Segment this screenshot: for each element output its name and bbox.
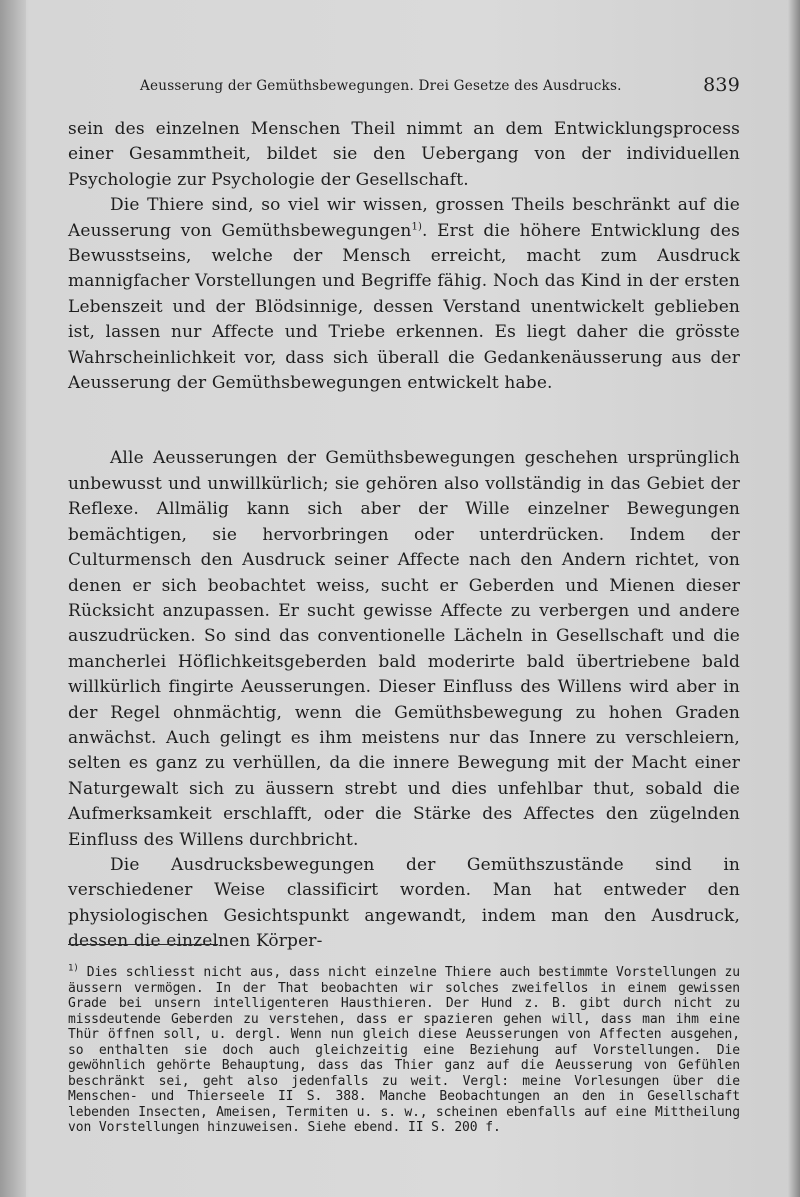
- paragraph-text: Erst die höhere Entwicklung des Bewusstseins, welche der Mensch erreicht, macht zum Ausdruck mannigfacher Vorstellungen und Begriffe fähig. Noch das Kind in der ersten Lebenszeit und der Blödsinnige, dessen Verstand unentwickelt geblieben ist, lassen nur Affecte und Triebe erkennen. Es liegt daher die grösste Wahrscheinlichkeit vor, dass sich überall die Gedankenäusserung aus der Aeusserung der Gemüthsbewegungen entwickelt habe.: [68, 220, 740, 394]
- running-title: Aeusserung der Gemüthsbewegungen. Drei Gesetze des Ausdrucks.: [140, 78, 622, 94]
- footnote: [68, 965, 740, 1136]
- footnote-text: Dies schliesst nicht aus, dass nicht einzelne Thiere auch bestimmte Vorstellungen zu äussern vermögen. In der That beobachten wir solches zweifellos in einem gewissen Grade bei unsern intelligenteren Hausthieren. Der Hund z. B. gibt durch nicht zu missdeutende Geberden zu verstehen, dass er spazieren gehen will, dass man ihm eine Thür öffnen soll, u. dergl. Wenn nun gleich diese Aeusserungen von Affecten ausgehen, so enthalten sie doch auch gleichzeitig eine Beziehung auf Vorstellungen. Die gewöhnlich gehörte Behauptung, dass das Thier ganz auf die Aeusserung von Gefühlen beschränkt sei, geht also jedenfalls zu weit. Vergl: meine Vorlesungen über die Menschen- und Thierseele II S. 388. Manche Beobachtungen an den in Gesellschaft lebenden Insecten, Ameisen, Termiten u. s. w., scheinen ebenfalls auf eine Mittheilung von Vorstellungen hinzuweisen. Siehe ebend. II S. 200 f.: [68, 965, 740, 1135]
- footnote-marker: 1): [68, 963, 79, 974]
- footnote-reference: 1): [411, 220, 423, 232]
- paragraph: Alle Aeusserungen der Gemüthsbewegungen geschehen ursprünglich unbewusst und unwillkürlich; sie gehören also vollständig in das Gebiet der Reflexe. Allmälig kann sich aber der Wille einzelner Bewegungen bemächtigen, sie hervorbringen oder unterdrücken. Indem der Culturmensch den Ausdruck seiner Affecte nach den Andern richtet, von denen er sich beobachtet weiss, sucht er Geberden und Mienen dieser Rücksicht anzupassen. Er sucht gewisse Affecte zu verbergen und andere auszudrücken. So sind das conventionelle Lächeln in Gesellschaft und die mancherlei Höflichkeitsgeberden bald moderirte bald übertriebene bald willkürlich fingirte Aeusserungen. Dieser Einfluss des Willens wird aber in der Regel ohnmächtig, wenn die Gemüthsbewegung zu hohen Graden anwächst. Auch gelingt es ihm meistens nur das Innere zu verschleiern, selten es ganz zu verhüllen, da die innere Bewegung mit der Macht einer Naturgewalt sich zu äussern strebt und dies unfehlbar thut, sobald die Aufmerksamkeit erschlafft, oder die Stärke des Affectes den zügelnden Einfluss des Willens durchbricht.: [68, 448, 740, 850]
- page-edge-shadow: [788, 0, 800, 1197]
- page-number: 839: [703, 74, 740, 96]
- paragraph: sein des einzelnen Menschen Theil nimmt an dem Entwicklungsprocess einer Gesammtheit, bildet sie den Uebergang von der individuellen Psychologie zur Psychologie der Gesellschaft.: [68, 119, 740, 190]
- running-header: [140, 74, 740, 100]
- footnote-separator: [68, 944, 218, 945]
- paragraph: Die Thiere sind, so viel wir wissen, grossen Theils beschränkt auf die Aeusserung von Gemüthsbewegungen$^{1)}$. Erst die höhere Entwicklung des Bewusstseins, welche der Mensch erreicht, macht zum Ausdruck mannigfacher Vorstellungen und Begriffe fähig. Noch das Kind in der ersten Lebenszeit und der Blödsinnige, dessen Verstand unentwickelt geblieben ist, lassen nur Affecte und Triebe erkennen. Es liegt daher die grösste Wahrscheinlichkeit vor, dass sich überall die Gedankenäusserung aus der Aeusserung der Gemüthsbewegungen entwickelt habe.: [68, 195, 740, 394]
- paragraph-text: Die Thiere sind, so viel wir wissen, grossen Theils beschränkt auf die Aeusserung von Gemüthsbewegungen: [68, 195, 740, 241]
- paragraph: Die Ausdrucksbewegungen der Gemüthszustände sind in verschiedener Weise classificirt worden. Man hat entweder den physiologischen Gesichtspunkt angewandt, indem man den Ausdruck, dessen die einzelnen Körper-: [68, 854, 740, 952]
- page-gutter: [0, 0, 26, 1197]
- main-text: [68, 117, 740, 955]
